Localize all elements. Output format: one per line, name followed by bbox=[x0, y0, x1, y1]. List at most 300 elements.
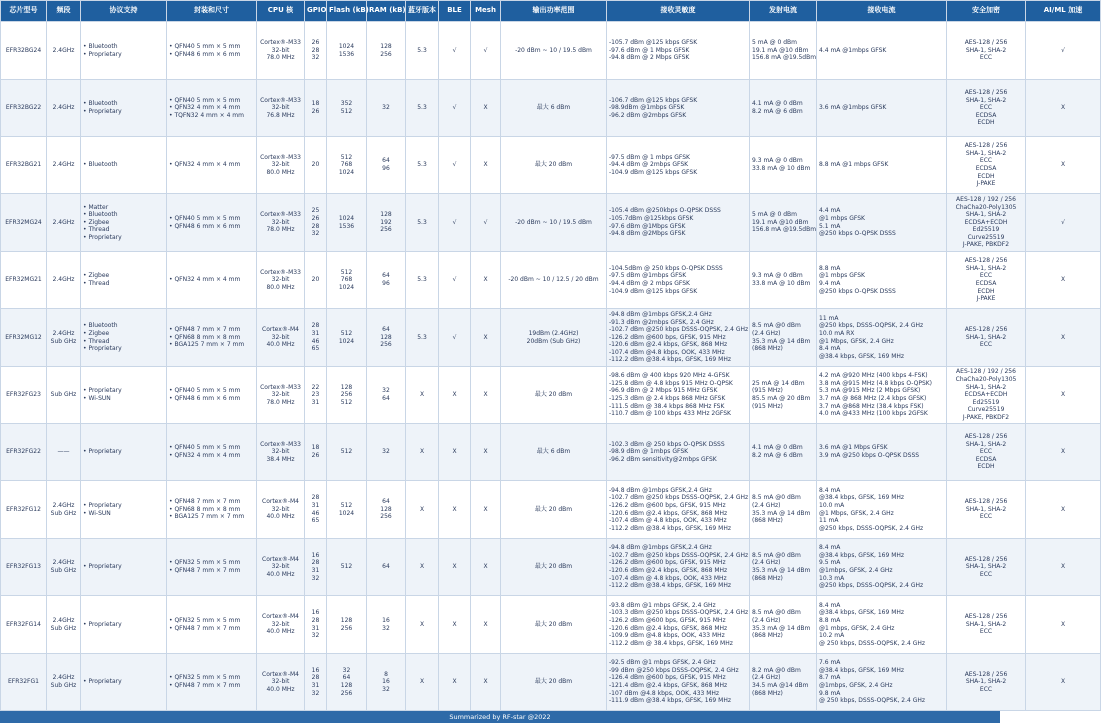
cell-line: 40.0 MHz bbox=[266, 341, 295, 349]
cell-line: 64 bbox=[342, 674, 351, 682]
cell-line: 352 bbox=[340, 100, 353, 108]
cell-line: Sub GHz bbox=[50, 624, 77, 632]
cell-line: 128 bbox=[380, 333, 392, 341]
cell-line: 2.4GHz bbox=[52, 46, 75, 54]
gpio-cell bbox=[305, 22, 327, 80]
protocols-cell bbox=[81, 539, 167, 596]
cell-line: 96 bbox=[382, 280, 390, 287]
cell-line: J-PAKE bbox=[976, 180, 996, 188]
cell-line: 85.5 mA @ 20 dBm bbox=[752, 395, 811, 402]
output-power-cell bbox=[501, 137, 607, 194]
cell-line: -96.9 dBm @ 2 Mbps 915 MHz GFSK bbox=[609, 387, 718, 395]
cell-line: 256 bbox=[380, 341, 392, 349]
bullet-item: • QFN48 6 mm × 6 mm bbox=[169, 395, 254, 403]
package-cell bbox=[167, 367, 257, 424]
tx-current-cell bbox=[750, 367, 817, 424]
cell-line: 512 bbox=[340, 501, 353, 509]
cell-line: 2.4GHz bbox=[52, 674, 75, 682]
chip-model-cell: EFR32BG24 bbox=[1, 22, 47, 80]
cell-line: (868 MHz) bbox=[752, 689, 783, 697]
cell-line: ECC bbox=[979, 570, 993, 578]
cell-line: 33.8 mA @ 10 dBm bbox=[752, 165, 811, 172]
bullet-item: • QFN48 7 mm × 7 mm bbox=[169, 326, 254, 334]
cell-line: -107.4 dBm @ 4.8 kbps, OOK, 433 MHz bbox=[609, 517, 727, 525]
table-row bbox=[1, 309, 1101, 367]
ble-cell: √ bbox=[439, 22, 471, 80]
cell-line: AES-128 / 192 / 256 bbox=[956, 195, 1016, 203]
cell-line: AES-128 / 256 bbox=[964, 142, 1008, 150]
cell-line: 33.8 mA @ 10 dBm bbox=[752, 280, 811, 287]
output-power-cell bbox=[501, 539, 607, 596]
band-cell bbox=[47, 596, 81, 654]
cell-line: -126.2 dBm @600 bps, GFSK, 915 MHz bbox=[609, 616, 726, 624]
cell-line: SHA-1, SHA-2 bbox=[965, 620, 1007, 628]
ai-ml-cell: X bbox=[1026, 309, 1101, 367]
ai-ml-cell: X bbox=[1026, 80, 1101, 137]
cell-line: 80.0 MHz bbox=[266, 283, 295, 291]
cell-line: -112.2 dBm @38.4 kbps, GFSK, 169 MHz bbox=[609, 356, 731, 364]
table-row bbox=[1, 596, 1101, 654]
output-power-cell bbox=[501, 367, 607, 424]
cell-line: 8.5 mA @0 dBm bbox=[752, 322, 801, 330]
rx-current-cell bbox=[817, 596, 947, 654]
rx-current-cell bbox=[817, 80, 947, 137]
cell-line: -103.3 dBm @250 kbps DSSS-OQPSK, 2.4 GHz bbox=[609, 609, 749, 617]
cell-line: 9.8 mA bbox=[819, 689, 841, 697]
cell-line: -105.7dBm @125kbps GFSK bbox=[609, 214, 694, 222]
rx-sensitivity-cell bbox=[607, 367, 750, 424]
cell-line: (868 MHz) bbox=[752, 574, 783, 582]
tx-current-cell bbox=[750, 424, 817, 481]
protocols-cell bbox=[81, 137, 167, 194]
rx-current-cell bbox=[817, 481, 947, 539]
cell-line: 18 bbox=[311, 444, 320, 452]
cell-line: Cortex®-M33 bbox=[260, 96, 301, 104]
cell-line: 11 mA bbox=[819, 314, 839, 322]
cpu-cell bbox=[257, 194, 305, 252]
cell-line: 7.6 mA bbox=[819, 659, 841, 667]
cell-line: -111.5 dBm @ 38.4 kbps 868 MHz FSK bbox=[609, 402, 725, 410]
cell-line: 1024 bbox=[338, 337, 355, 345]
cell-line: 192 bbox=[380, 218, 392, 226]
cell-line: J-PAKE, PBKDF2 bbox=[962, 413, 1010, 421]
bullet-item: • Bluetooth bbox=[83, 211, 164, 219]
cell-line: 19dBm (2.4GHz) bbox=[528, 329, 579, 337]
cell-line: -112.2 dBm @38.4 kbps, GFSK, 169 MHz bbox=[609, 582, 731, 590]
cell-line: (915 MHz) bbox=[752, 387, 783, 395]
header-protocols: 协议支持 bbox=[81, 1, 167, 22]
cell-line: 128 bbox=[340, 682, 353, 689]
cell-line: -104.5dBm @ 250 kbps O-QPSK DSSS bbox=[609, 264, 723, 272]
ble-cell: X bbox=[439, 367, 471, 424]
cell-line: 8.4 mA bbox=[819, 486, 841, 494]
cell-line: Cortex®-M4 bbox=[262, 613, 299, 621]
cpu-cell bbox=[257, 367, 305, 424]
output-power-cell bbox=[501, 481, 607, 539]
mesh-cell: X bbox=[471, 137, 501, 194]
band-cell bbox=[47, 137, 81, 194]
cell-line: 256 bbox=[380, 226, 392, 234]
cell-line: 26 bbox=[311, 39, 320, 47]
cell-line: 19.1 mA @10 dBm bbox=[752, 46, 809, 54]
cell-line: 20 bbox=[311, 276, 320, 284]
security-cell bbox=[947, 539, 1026, 596]
bullet-item: • Proprietary bbox=[83, 387, 164, 395]
rx-current-cell bbox=[817, 194, 947, 252]
bluetooth-version-cell: X bbox=[406, 481, 439, 539]
cell-line: J-PAKE, PBKDF2 bbox=[962, 241, 1010, 249]
ble-cell: X bbox=[439, 424, 471, 481]
ram-cell bbox=[367, 309, 406, 367]
protocols-cell bbox=[81, 309, 167, 367]
protocols-cell bbox=[81, 596, 167, 654]
cell-line: 8.5 mA @0 dBm bbox=[752, 551, 801, 559]
cell-line: 32 bbox=[382, 448, 390, 456]
cell-line: SHA-1, SHA-2 bbox=[965, 211, 1007, 219]
cell-line: 768 bbox=[340, 161, 353, 169]
cell-line: ChaCha20-Poly1305 bbox=[955, 203, 1017, 211]
chip-model-cell: EFR32FG13 bbox=[1, 539, 47, 596]
cell-line: 128 bbox=[380, 505, 392, 513]
cell-line: 19.1 mA @10 dBm bbox=[752, 218, 809, 226]
header-package: 封装和尺寸 bbox=[167, 1, 257, 22]
ble-cell: √ bbox=[439, 252, 471, 309]
mesh-cell: X bbox=[471, 80, 501, 137]
ram-cell bbox=[367, 22, 406, 80]
cell-line: 最大 6 dBm bbox=[536, 104, 571, 112]
cell-line: ECDSA+ECDH bbox=[964, 218, 1008, 226]
cell-line: 1024 bbox=[338, 214, 355, 222]
cell-line: 32-bit bbox=[271, 161, 290, 169]
cell-line: 16 bbox=[382, 678, 390, 686]
cell-line: 128 bbox=[340, 383, 353, 391]
cell-line: 10.0 mA bbox=[819, 501, 845, 509]
cell-line: -120.6 dBm @2.4 kbps, GFSK, 868 MHz bbox=[609, 509, 728, 517]
cell-line: -104.9 dBm @125 kbps GFSK bbox=[609, 287, 698, 295]
cell-line: ECDSA bbox=[975, 111, 997, 119]
header-tx-current: 发射电流 bbox=[750, 1, 817, 22]
cell-line: -20 dBm ~ 10 / 19.5 dBm bbox=[515, 46, 592, 54]
table-row bbox=[1, 654, 1101, 711]
table-row bbox=[1, 539, 1101, 596]
mesh-cell: X bbox=[471, 481, 501, 539]
cell-line: 1536 bbox=[338, 50, 355, 58]
cell-line: @250 kbps, DSSS-OQPSK, 2.4 GHz bbox=[819, 582, 924, 590]
header-ai-ml: AI/ML 加速 bbox=[1026, 1, 1101, 22]
cell-line: SHA-1, SHA-2 bbox=[965, 563, 1007, 571]
bullet-item: • QFN32 4 mm × 4 mm bbox=[169, 161, 254, 169]
header-bluetooth-version: 蓝牙版本 bbox=[406, 1, 439, 22]
output-power-cell bbox=[501, 22, 607, 80]
cell-line: ECDSA+ECDH bbox=[964, 391, 1008, 399]
cell-line: ECDH bbox=[977, 287, 995, 295]
chip-model-cell: EFR32MG21 bbox=[1, 252, 47, 309]
cell-line: 18 bbox=[311, 100, 320, 108]
gpio-cell bbox=[305, 654, 327, 711]
cell-line: AES-128 / 256 bbox=[964, 555, 1008, 563]
cell-line: 2.4GHz bbox=[52, 218, 75, 226]
tx-current-cell bbox=[750, 80, 817, 137]
cell-line: @1 mbps, GFSK, 2.4 GHz bbox=[819, 624, 895, 632]
ram-cell bbox=[367, 596, 406, 654]
rx-sensitivity-cell bbox=[607, 80, 750, 137]
flash-cell bbox=[327, 80, 367, 137]
chip-model-cell: EFR32FG1 bbox=[1, 654, 47, 711]
cell-line: 32-bit bbox=[271, 276, 290, 284]
mesh-cell: X bbox=[471, 596, 501, 654]
cell-line: -102.3 dBm @ 250 kbps O-QPSK DSSS bbox=[609, 440, 725, 448]
bullet-item: • Zigbee bbox=[83, 272, 164, 280]
cell-line: 31 bbox=[311, 567, 320, 574]
cell-line: 40.0 MHz bbox=[266, 570, 295, 578]
bullet-item: • Proprietary bbox=[83, 621, 164, 629]
cell-line: -111.9 dBm @38.4 kbps, GFSK, 169 MHz bbox=[609, 697, 731, 705]
header-band: 频段 bbox=[47, 1, 81, 22]
cell-line: (2.4 GHz) bbox=[752, 674, 781, 682]
ram-cell bbox=[367, 539, 406, 596]
cell-line: ECC bbox=[979, 685, 993, 693]
ai-ml-cell: X bbox=[1026, 481, 1101, 539]
bullet-item: • Thread bbox=[83, 338, 164, 346]
cell-line: -93.8 dBm @1 mbps GFSK, 2.4 GHz bbox=[609, 601, 716, 609]
rx-current-cell bbox=[817, 539, 947, 596]
chip-model-cell: EFR32BG22 bbox=[1, 80, 47, 137]
cell-line: 5 mA @ 0 dBm bbox=[752, 211, 797, 219]
cell-line: 2.4GHz bbox=[52, 329, 75, 337]
cell-line: AES-128 / 256 bbox=[964, 89, 1008, 97]
mesh-cell: √ bbox=[471, 194, 501, 252]
cell-line: 512 bbox=[340, 563, 353, 571]
cell-line: 2.4GHz bbox=[52, 501, 75, 509]
package-cell bbox=[167, 252, 257, 309]
cell-line: 3.7 mA @868 MHz (38.4 kbps FSK) bbox=[819, 402, 924, 410]
bullet-item: • QFN48 6 mm × 6 mm bbox=[169, 223, 254, 231]
cell-line: 28 bbox=[311, 559, 320, 567]
cell-line: -102.7 dBm @250 kbps DSSS-OQPSK, 2.4 GHz bbox=[609, 494, 749, 502]
cell-line: 2.4GHz bbox=[52, 276, 75, 284]
cell-line: -94.8 dBm @1mbps GFSK,2.4 GHz bbox=[609, 544, 712, 552]
security-cell bbox=[947, 596, 1026, 654]
ai-ml-cell: X bbox=[1026, 252, 1101, 309]
cell-line: -20 dBm ~ 10 / 19.5 dBm bbox=[515, 218, 592, 226]
cell-line: 32-bit bbox=[271, 620, 290, 628]
bullet-item: • Proprietary bbox=[83, 563, 164, 571]
cell-line: 64 bbox=[382, 326, 390, 334]
cpu-cell bbox=[257, 654, 305, 711]
cell-line: 31 bbox=[311, 624, 320, 632]
security-cell bbox=[947, 22, 1026, 80]
protocols-cell bbox=[81, 194, 167, 252]
bullet-item: • Bluetooth bbox=[83, 322, 164, 330]
cell-line: AES-128 / 256 bbox=[964, 498, 1008, 506]
cell-line: 4.1 mA @ 0 dBm bbox=[752, 444, 803, 452]
cell-line: 4.2 mA @920 MHz (400 kbps 4-FSK) bbox=[819, 372, 928, 380]
cell-line: Cortex®-M33 bbox=[260, 211, 301, 219]
bullet-item: • TQFN32 4 mm × 4 mm bbox=[169, 112, 254, 120]
cell-line: @38.4 kbps, GFSK, 169 MHz bbox=[819, 494, 905, 502]
bullet-item: • Wi-SUN bbox=[83, 395, 164, 403]
security-cell bbox=[947, 309, 1026, 367]
ai-ml-cell: X bbox=[1026, 367, 1101, 424]
cell-line: Sub GHz bbox=[50, 682, 77, 689]
header-rx-sensitivity: 接收灵敏度 bbox=[607, 1, 750, 22]
ble-cell: √ bbox=[439, 137, 471, 194]
band-cell bbox=[47, 539, 81, 596]
cell-line: SHA-1, SHA-2 bbox=[965, 46, 1007, 54]
cell-line: 768 bbox=[340, 276, 353, 284]
cell-line: 10.0 mA RX bbox=[819, 329, 855, 337]
header-chip-model: 芯片型号 bbox=[1, 1, 47, 22]
cell-line: 2.4GHz bbox=[52, 559, 75, 567]
cell-line: 3.6 mA @1mbps GFSK bbox=[819, 104, 887, 112]
cell-line: 64 bbox=[382, 157, 390, 165]
cell-line: Cortex®-M33 bbox=[260, 383, 301, 391]
bullet-item: • Proprietary bbox=[83, 108, 164, 116]
table-row bbox=[1, 194, 1101, 252]
rx-sensitivity-cell bbox=[607, 596, 750, 654]
cell-line: @38.4 kbps, GFSK, 169 MHz bbox=[819, 551, 905, 559]
cell-line: 78.0 MHz bbox=[266, 398, 295, 406]
rx-current-cell bbox=[817, 424, 947, 481]
cell-line: -126.2 dBm @600 bps, GFSK, 915 MHz bbox=[609, 501, 726, 509]
bluetooth-version-cell: X bbox=[406, 367, 439, 424]
ram-cell bbox=[367, 137, 406, 194]
cell-line: -104.9 dBm @125 kbps GFSK bbox=[609, 168, 698, 176]
rx-current-cell bbox=[817, 22, 947, 80]
cpu-cell bbox=[257, 424, 305, 481]
bullet-item: • QFN40 5 mm × 5 mm bbox=[169, 43, 254, 51]
cell-line: -105.4 dBm @250kbps O-QPSK DSSS bbox=[609, 207, 721, 215]
header-security: 安全加密 bbox=[947, 1, 1026, 22]
ble-cell: √ bbox=[439, 80, 471, 137]
cpu-cell bbox=[257, 539, 305, 596]
cell-line: 32 bbox=[342, 666, 351, 674]
cell-line: Ed25519 bbox=[972, 226, 1000, 234]
ram-cell bbox=[367, 194, 406, 252]
cell-line: @250 kbps O-QPSK DSSS bbox=[819, 230, 896, 238]
footer-note: Summarized by RF-star @2022 bbox=[0, 711, 1000, 723]
bullet-item: • QFN48 7 mm × 7 mm bbox=[169, 567, 254, 575]
bluetooth-version-cell: 5.3 bbox=[406, 80, 439, 137]
cpu-cell bbox=[257, 481, 305, 539]
rx-sensitivity-cell bbox=[607, 194, 750, 252]
security-cell bbox=[947, 80, 1026, 137]
header-output-power: 输出功率范围 bbox=[501, 1, 607, 22]
bullet-item: • QFN32 5 mm × 5 mm bbox=[169, 674, 254, 682]
cell-line: —— bbox=[57, 448, 70, 456]
flash-cell bbox=[327, 596, 367, 654]
bullet-item: • QFN48 6 mm × 6 mm bbox=[169, 51, 254, 59]
ble-cell: X bbox=[439, 481, 471, 539]
security-cell bbox=[947, 424, 1026, 481]
flash-cell bbox=[327, 539, 367, 596]
cell-line: 156.8 mA @19.5dBm bbox=[752, 226, 817, 234]
cell-line: 8.4 mA bbox=[819, 601, 841, 609]
header-ram: RAM (kB) bbox=[367, 1, 406, 22]
bluetooth-version-cell: 5.3 bbox=[406, 309, 439, 367]
cell-line: 最大 6 dBm bbox=[536, 448, 571, 456]
cell-line: 78.0 MHz bbox=[266, 226, 295, 234]
cell-line: -107 dBm @4.8 kbps, OOK, 433 MHz bbox=[609, 689, 720, 697]
rx-current-cell bbox=[817, 309, 947, 367]
bullet-item: • BGA125 7 mm × 7 mm bbox=[169, 513, 254, 521]
cell-line: 32-bit bbox=[271, 505, 290, 513]
cell-line: AES-128 / 256 bbox=[964, 670, 1008, 678]
cell-line: 31 bbox=[311, 329, 320, 337]
cell-line: @38.4 kbps, GFSK, 169 MHz bbox=[819, 609, 905, 617]
cell-line: -96.2 dBm sensitivity@2mbps GFSK bbox=[609, 455, 717, 463]
cell-line: 38.4 MHz bbox=[266, 455, 295, 463]
cell-line: ECDH bbox=[977, 172, 995, 180]
bullet-item: • BGA125 7 mm × 7 mm bbox=[169, 341, 254, 349]
chip-model-cell: EFR32MG12 bbox=[1, 309, 47, 367]
cell-line: ECDSA bbox=[975, 165, 997, 172]
cell-line: -97.5 dBm @1mbps GFSK bbox=[609, 272, 687, 280]
cell-line: 256 bbox=[340, 391, 353, 399]
bluetooth-version-cell: 5.3 bbox=[406, 194, 439, 252]
cell-line: @1 mbps GFSK bbox=[819, 272, 865, 280]
cell-line: 512 bbox=[340, 329, 353, 337]
output-power-cell bbox=[501, 309, 607, 367]
cell-line: 8.8 mA bbox=[819, 264, 841, 272]
ai-ml-cell: X bbox=[1026, 596, 1101, 654]
bullet-item: • Matter bbox=[83, 204, 164, 212]
cell-line: 128 bbox=[380, 211, 392, 219]
cell-line: 最大 20 dBm bbox=[534, 505, 573, 513]
cell-line: 10.2 mA bbox=[819, 632, 845, 640]
cell-line: ECC bbox=[979, 157, 993, 165]
cell-line: 32-bit bbox=[271, 563, 290, 571]
cell-line: 5.3 mA @915 MHz (2 Mbps GFSK) bbox=[819, 387, 921, 395]
cell-line: -110.7 dBm @ 100 kbps 433 MHz 2GFSK bbox=[609, 410, 731, 418]
header-mesh: Mesh bbox=[471, 1, 501, 22]
cell-line: Ed25519 bbox=[972, 398, 1000, 406]
bullet-item: • Bluetooth bbox=[83, 43, 164, 51]
cell-line: 22 bbox=[311, 383, 320, 391]
cell-line: 10.3 mA bbox=[819, 574, 845, 582]
cell-line: 1024 bbox=[338, 509, 355, 517]
cell-line: -94.4 dBm @ 2mbps GFSK bbox=[609, 161, 689, 169]
tx-current-cell bbox=[750, 252, 817, 309]
cell-line: 2.4GHz bbox=[52, 616, 75, 624]
output-power-cell bbox=[501, 424, 607, 481]
ai-ml-cell: √ bbox=[1026, 22, 1101, 80]
mesh-cell: √ bbox=[471, 22, 501, 80]
band-cell bbox=[47, 481, 81, 539]
output-power-cell bbox=[501, 596, 607, 654]
cell-line: ECDH bbox=[977, 463, 995, 471]
cell-line: @1mbps, GFSK, 2.4 GHz bbox=[819, 682, 893, 689]
package-cell bbox=[167, 424, 257, 481]
gpio-cell bbox=[305, 194, 327, 252]
cell-line: @250 kbps O-QPSK DSSS bbox=[819, 287, 896, 295]
cell-line: ECC bbox=[979, 104, 993, 112]
ram-cell bbox=[367, 367, 406, 424]
cell-line: SHA-1, SHA-2 bbox=[965, 505, 1007, 513]
cell-line: 64 bbox=[382, 272, 390, 280]
protocols-cell bbox=[81, 481, 167, 539]
cell-line: 64 bbox=[382, 498, 390, 506]
tx-current-cell bbox=[750, 539, 817, 596]
cell-line: 25 bbox=[311, 207, 320, 215]
cell-line: -106.7 dBm @125 kbps GFSK bbox=[609, 96, 698, 104]
security-cell bbox=[947, 252, 1026, 309]
cpu-cell bbox=[257, 137, 305, 194]
ai-ml-cell: X bbox=[1026, 539, 1101, 596]
flash-cell bbox=[327, 367, 367, 424]
cell-line: -126.4 dBm @600 bps, GFSK, 915 MHz bbox=[609, 674, 726, 682]
cell-line: -98.6 dBm @ 400 kbps 920 MHz 4-GFSK bbox=[609, 372, 730, 380]
